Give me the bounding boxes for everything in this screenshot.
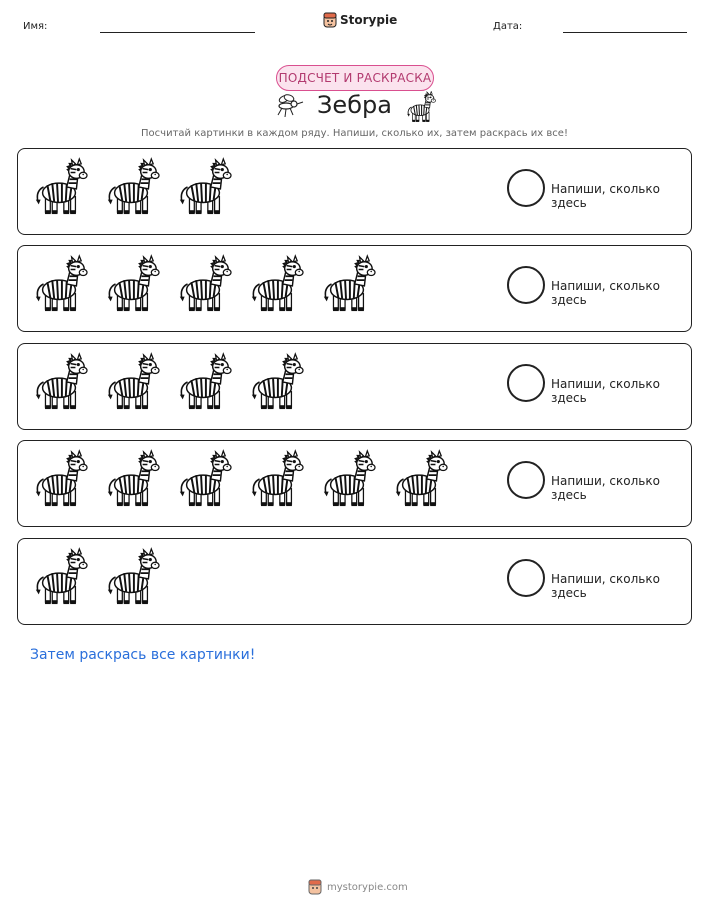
zebra-icon: [246, 254, 304, 314]
zebra-group: [30, 449, 448, 509]
zebra-icon: [30, 449, 88, 509]
zebra-group: [30, 547, 160, 607]
storypie-logo-icon: [323, 12, 337, 28]
count-row-3: [17, 343, 692, 430]
answer-label: Напиши, сколько здесь: [551, 572, 660, 600]
zebra-icon: [102, 449, 160, 509]
answer-label: Напиши, сколько здесь: [551, 182, 660, 210]
date-field-line[interactable]: [563, 32, 687, 33]
brand-name: Storypie: [340, 13, 398, 27]
zebra-icon: [30, 352, 88, 412]
zebra-group: [30, 157, 232, 217]
answer-label: Напиши, сколько здесь: [551, 279, 660, 307]
page-title: Зебра: [317, 91, 392, 119]
instructions: Посчитай картинки в каждом ряду. Напиши, сколько их, затем раскрась их все!: [141, 128, 568, 139]
zebra-icon: [102, 352, 160, 412]
zebra-group: [30, 352, 304, 412]
count-row-4: [17, 440, 692, 527]
zebra-icon: [174, 352, 232, 412]
zebra-icon: [102, 547, 160, 607]
answer-circle[interactable]: [507, 461, 545, 499]
zebra-icon: [246, 352, 304, 412]
zebra-icon: [102, 157, 160, 217]
count-row-1: [17, 148, 692, 235]
zebra-icon: [30, 547, 88, 607]
worksheet-type-badge: ПОДСЧЕТ И РАСКРАСКА: [276, 65, 434, 91]
answer-circle[interactable]: [507, 559, 545, 597]
answer-circle[interactable]: [507, 266, 545, 304]
zebra-icon: [404, 91, 436, 123]
zebra-group: [30, 254, 376, 314]
answer-label: Напиши, сколько здесь: [551, 377, 660, 405]
brand: [323, 12, 397, 28]
name-field-line[interactable]: [100, 32, 255, 33]
zebra-icon: [318, 449, 376, 509]
zebra-icon: [390, 449, 448, 509]
storypie-logo-icon: [308, 879, 322, 895]
zebra-icon: [102, 254, 160, 314]
count-row-5: [17, 538, 692, 625]
zebra-icon: [246, 449, 304, 509]
zebra-icon: [174, 254, 232, 314]
zebra-icon: [318, 254, 376, 314]
zebra-icon: [30, 254, 88, 314]
zebra-icon: [174, 157, 232, 217]
answer-circle[interactable]: [507, 364, 545, 402]
date-label: Дата:: [493, 21, 523, 32]
site-url: mystorypie.com: [327, 881, 408, 893]
site-footer: [308, 879, 408, 895]
answer-circle[interactable]: [507, 169, 545, 207]
count-row-2: [17, 245, 692, 332]
name-label: Имя:: [23, 21, 48, 32]
zebra-icon: [30, 157, 88, 217]
answer-label: Напиши, сколько здесь: [551, 474, 660, 502]
zebra-icon: [174, 449, 232, 509]
coloring-instruction: Затем раскрась все картинки!: [30, 647, 256, 663]
